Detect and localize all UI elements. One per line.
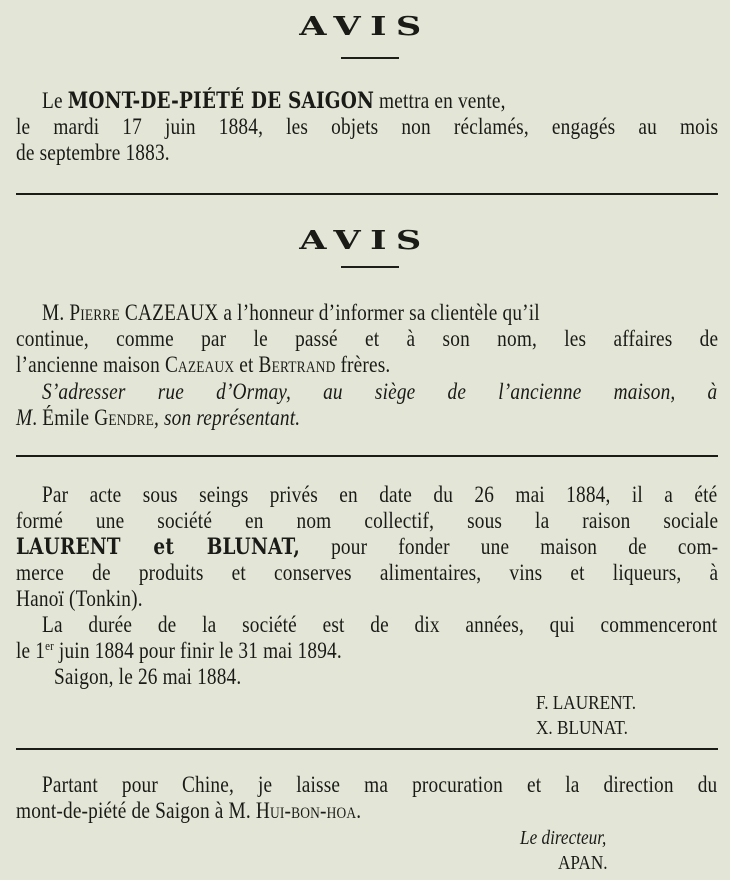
text: l’ancienne maison (16, 352, 165, 377)
text: juin 1884 pour finir le 31 mai 1894. (53, 638, 342, 663)
company-name: LAURENT et BLUNAT, (16, 534, 301, 560)
person-last-name: CAZEAUX (119, 300, 219, 325)
signature-title: Le directeur, (520, 827, 607, 849)
notice3-line (16, 534, 718, 560)
text: a l’honneur d’informer sa clientèle qu’il (218, 300, 540, 325)
text: mont-de-piété de Saigon à M. (16, 798, 256, 823)
notice4-line (16, 798, 606, 824)
notice3-line: Par acte sous seings privés en date du 26 mai 1884, il a été (42, 482, 718, 507)
text: M. (42, 300, 70, 325)
signature: APAN. (558, 852, 608, 874)
notice1-line: le mardi 17 juin 1884, les objets non réclamés, engagés au mois (16, 114, 719, 139)
text: . (356, 798, 362, 823)
person-name: Gendre (94, 405, 154, 430)
signature: X. BLUNAT. (536, 717, 628, 739)
notice1-line (42, 88, 632, 114)
section-divider (16, 193, 718, 195)
institution-name: MONT-DE-PIÉTÉ DE SAIGON (67, 88, 375, 114)
notice2-line (42, 300, 632, 326)
text: Le (42, 88, 68, 113)
notice-heading: AVIS (299, 12, 431, 42)
notice1-line: de septembre 1883. (16, 140, 170, 165)
text: , son représentant. (153, 405, 301, 430)
company-name: Cazeaux (164, 352, 235, 377)
notice3-dateline: Saigon, le 26 mai 1884. (54, 664, 242, 689)
notice-heading: AVIS (299, 226, 431, 256)
notice2-line (16, 405, 606, 431)
superscript: er (45, 638, 54, 653)
notice3-line: merce de produits et conserves alimentaires, vins et liqueurs, à (16, 560, 719, 585)
person-first-name: Pierre (69, 300, 120, 325)
notice3-line (16, 638, 606, 664)
section-divider (16, 748, 718, 750)
text: M (16, 405, 33, 430)
notice3-line: La durée de la société est de dix années, qui commenceront (42, 612, 718, 637)
notice3-line: Hanoï (Tonkin). (16, 586, 143, 611)
signature: F. LAURENT. (536, 692, 637, 714)
text: frères. (335, 352, 391, 377)
person-name: Hui-bon-hoa (255, 798, 357, 823)
heading-underline (341, 266, 399, 268)
text: pour fonder une maison de com- (300, 534, 719, 559)
notice3-line: formé une société en nom collectif, sous la raison sociale (16, 508, 719, 533)
company-name: Bertrand (258, 352, 336, 377)
text: mettra en vente, (374, 88, 506, 113)
section-divider (16, 455, 718, 457)
text: le 1 (16, 638, 46, 663)
notice2-line: S’adresser rue d’Ormay, au siège de l’ancienne maison, à (42, 379, 718, 404)
text: . Émile (32, 405, 95, 430)
notice2-line: continue, comme par le passé et à son nom, les affaires de (16, 326, 719, 351)
notice4-line: Partant pour Chine, je laisse ma procuration et la direction du (42, 772, 718, 797)
text: et (234, 352, 259, 377)
notice2-line (16, 352, 606, 378)
heading-underline (341, 57, 399, 59)
